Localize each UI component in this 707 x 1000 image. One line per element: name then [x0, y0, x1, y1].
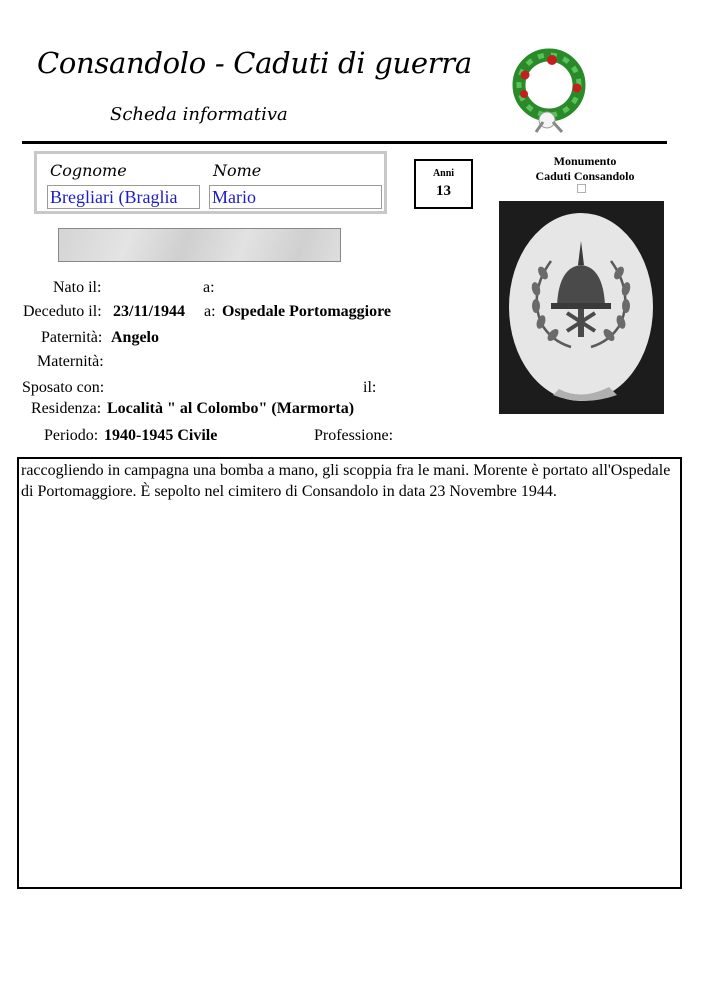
page-subtitle: Scheda informativa — [110, 104, 288, 125]
residence-value: Località " al Colombo" (Marmorta) — [107, 400, 355, 417]
monument-checkbox[interactable] — [577, 184, 586, 193]
notes-textarea[interactable]: raccogliendo in campagna una bomba a mano, gli scoppia fra le mani. Morente è portato all'Ospedale di Portomaggiore. È sepolto nel cimitero di Consandolo in data 23 Novembre 1944. — [17, 457, 682, 889]
period-label: Periodo: — [44, 427, 99, 444]
marble-plate-image — [58, 228, 341, 262]
nome-field[interactable]: Mario — [209, 185, 382, 209]
monument-caption — [520, 154, 650, 184]
birth-date-label: Nato il: — [53, 279, 102, 296]
cognome-field[interactable]: Bregliari (Braglia — [47, 185, 200, 209]
page-title: Consandolo - Caduti di guerra — [37, 46, 472, 80]
nome-label: Nome — [213, 161, 262, 180]
period-value: 1940-1945 Civile — [104, 427, 218, 444]
header-divider — [22, 141, 667, 144]
age-box — [414, 159, 473, 209]
birth-place-label: a: — [203, 279, 215, 296]
spouse-label: Sposato con: — [22, 379, 105, 396]
cognome-label: Cognome — [50, 161, 127, 180]
death-place-label: a: — [204, 303, 216, 320]
age-label: Anni — [432, 168, 455, 179]
father-label: Paternità: — [41, 329, 103, 346]
monument-line1: Monumento — [553, 154, 617, 168]
father-value: Angelo — [111, 329, 159, 346]
death-date-value: 23/11/1944 — [113, 303, 186, 320]
residence-label: Residenza: — [31, 400, 102, 417]
monument-line2: Caduti Consandolo — [535, 169, 635, 183]
death-date-label: Deceduto il: — [23, 303, 102, 320]
death-place-value: Ospedale Portomaggiore — [222, 303, 392, 320]
marriage-date-label: il: — [363, 379, 377, 396]
profession-label: Professione: — [314, 427, 394, 444]
age-value: 13 — [436, 183, 451, 199]
monument-photo — [499, 201, 664, 414]
wreath-icon — [506, 40, 592, 136]
mother-label: Maternità: — [37, 353, 104, 370]
helmet-emblem-icon — [499, 201, 664, 414]
